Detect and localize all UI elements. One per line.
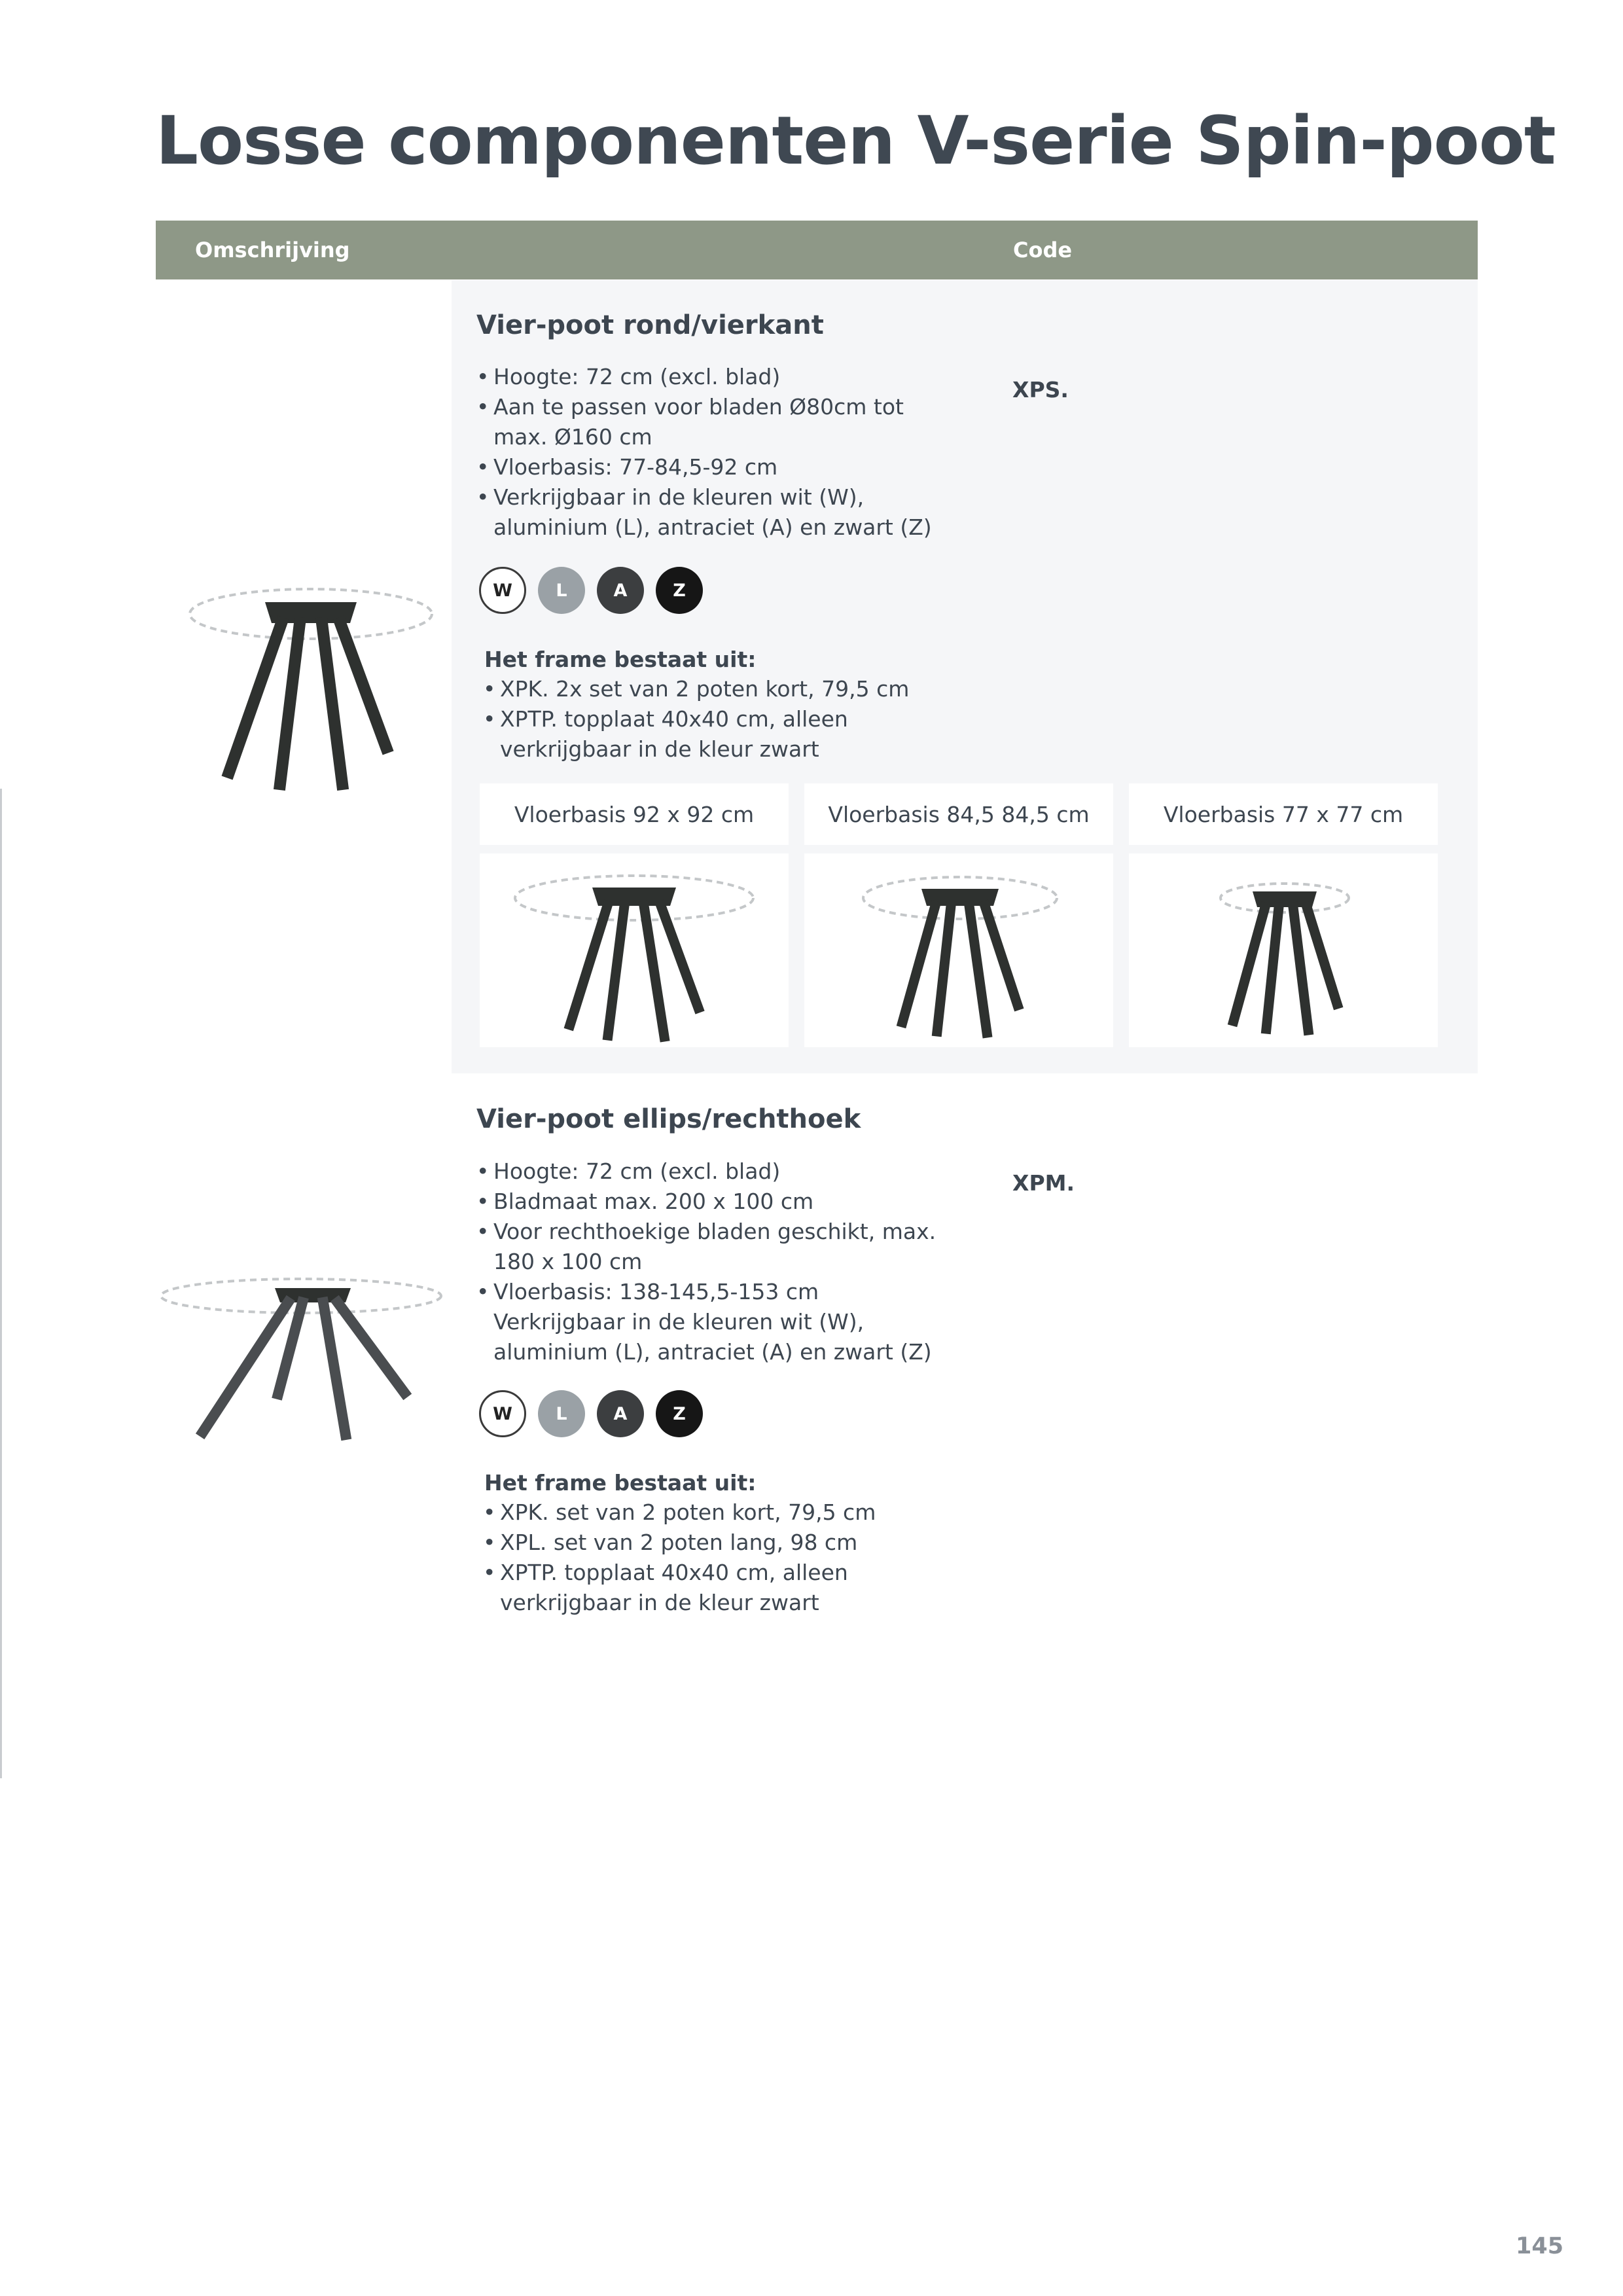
product-image-xps xyxy=(183,576,438,792)
frame-item: • XPTP. topplaat 40x40 cm, alleen xyxy=(483,704,980,734)
frame-item: • XPK. set van 2 poten kort, 79,5 cm xyxy=(483,1498,980,1528)
color-swatch-black: Z xyxy=(656,567,703,614)
product-title: Vier-poot ellips/rechthoek xyxy=(476,1104,861,1134)
color-swatch-white: W xyxy=(479,1390,526,1437)
table-header xyxy=(156,221,1478,279)
frame-item: • XPK. 2x set van 2 poten kort, 79,5 cm xyxy=(483,674,980,704)
spec-item: • Verkrijgbaar in de kleuren wit (W), xyxy=(476,482,974,512)
color-swatch-aluminium: L xyxy=(538,1390,585,1437)
spec-item: 180 x 100 cm xyxy=(493,1249,643,1274)
spec-item: • Hoogte: 72 cm (excl. blad) xyxy=(476,1157,974,1187)
frame-title: Het frame bestaat uit: xyxy=(484,647,757,672)
page-title: Losse componenten V-serie Spin-poot xyxy=(156,102,1556,180)
color-swatch-anthracite: A xyxy=(597,1390,644,1437)
header-code: Code xyxy=(1013,238,1073,262)
spec-item: max. Ø160 cm xyxy=(493,424,652,450)
product-specs xyxy=(476,1157,974,1367)
product-image-xpm xyxy=(157,1270,445,1446)
variant-image-77 xyxy=(1129,853,1438,1047)
spec-item: • Bladmaat max. 200 x 100 cm xyxy=(476,1187,974,1217)
page-edge-line xyxy=(0,789,2,1778)
product-code: XPM. xyxy=(1012,1170,1075,1196)
spec-item: aluminium (L), antraciet (A) en zwart (Z) xyxy=(493,514,932,540)
spec-item: • Aan te passen voor bladen Ø80cm tot xyxy=(476,392,974,422)
color-swatches xyxy=(479,1390,703,1437)
frame-item: • XPTP. topplaat 40x40 cm, alleen xyxy=(483,1558,980,1588)
spec-item: aluminium (L), antraciet (A) en zwart (Z) xyxy=(493,1339,932,1365)
spec-item: • Vloerbasis: 138-145,5-153 cm xyxy=(476,1277,974,1307)
variant-label: Vloerbasis 77 x 77 cm xyxy=(1129,783,1438,845)
spec-item: Verkrijgbaar in de kleuren wit (W), xyxy=(493,1309,865,1335)
color-swatch-black: Z xyxy=(656,1390,703,1437)
header-description: Omschrijving xyxy=(195,238,350,262)
frame-item: • XPL. set van 2 poten lang, 98 cm xyxy=(483,1528,980,1558)
variant-label: Vloerbasis 84,5 84,5 cm xyxy=(804,783,1113,845)
spec-item: • Hoogte: 72 cm (excl. blad) xyxy=(476,362,974,392)
frame-items xyxy=(483,1498,980,1618)
product-code: XPS. xyxy=(1012,377,1069,403)
page-number: 145 xyxy=(1516,2233,1564,2259)
frame-item: verkrijgbaar in de kleur zwart xyxy=(500,1590,819,1615)
variant-image-92 xyxy=(480,853,789,1047)
color-swatch-aluminium: L xyxy=(538,567,585,614)
variant-image-84 xyxy=(804,853,1113,1047)
spec-item: • Vloerbasis: 77-84,5-92 cm xyxy=(476,452,974,482)
frame-item: verkrijgbaar in de kleur zwart xyxy=(500,736,819,762)
product-specs xyxy=(476,362,974,543)
frame-items xyxy=(483,674,980,764)
product-title: Vier-poot rond/vierkant xyxy=(476,310,824,340)
frame-title: Het frame bestaat uit: xyxy=(484,1470,757,1496)
color-swatch-anthracite: A xyxy=(597,567,644,614)
spec-item: • Voor rechthoekige bladen geschikt, max. xyxy=(476,1217,974,1247)
color-swatches xyxy=(479,567,703,614)
color-swatch-white: W xyxy=(479,567,526,614)
variant-label: Vloerbasis 92 x 92 cm xyxy=(480,783,789,845)
